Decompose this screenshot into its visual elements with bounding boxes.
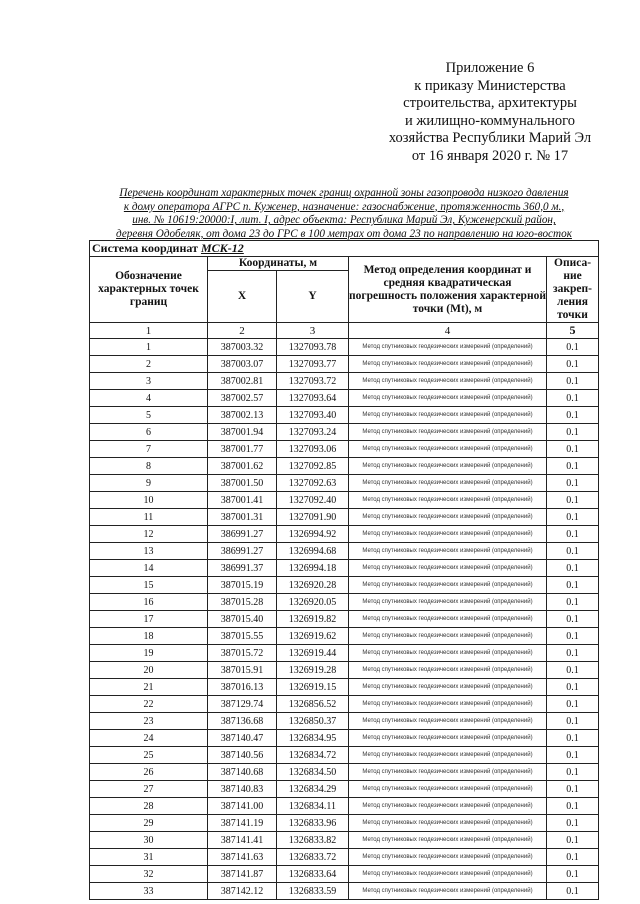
method-cell: Метод спутниковых геодезических измерений (определений) [349, 628, 547, 645]
point-number: 28 [90, 798, 208, 815]
accuracy-cell: 0.1 [547, 611, 599, 628]
table-row [90, 781, 599, 798]
title-line: к дому оператора АГРС п. Куженер, назначение: газоснабжение, протяженность 360,0 м., [123, 200, 565, 213]
y-coordinate: 1326833.59 [277, 883, 349, 900]
accuracy-cell: 0.1 [547, 492, 599, 509]
x-coordinate: 387001.41 [208, 492, 277, 509]
method-cell: Метод спутниковых геодезических измерений (определений) [349, 662, 547, 679]
method-cell: Метод спутниковых геодезических измерений (определений) [349, 441, 547, 458]
y-coordinate: 1326850.37 [277, 713, 349, 730]
table-row [90, 441, 599, 458]
x-coordinate: 387015.28 [208, 594, 277, 611]
method-cell: Метод спутниковых геодезических измерений (определений) [349, 492, 547, 509]
x-coordinate: 387001.77 [208, 441, 277, 458]
x-coordinate: 387140.56 [208, 747, 277, 764]
point-number: 20 [90, 662, 208, 679]
point-number: 16 [90, 594, 208, 611]
method-cell: Метод спутниковых геодезических измерений (определений) [349, 577, 547, 594]
x-coordinate: 387015.55 [208, 628, 277, 645]
point-number: 33 [90, 883, 208, 900]
accuracy-cell: 0.1 [547, 390, 599, 407]
method-cell: Метод спутниковых геодезических измерений (определений) [349, 339, 547, 356]
point-number: 26 [90, 764, 208, 781]
x-coordinate: 387015.91 [208, 662, 277, 679]
description-header: Описа-ние закреп-ления точки [547, 257, 599, 323]
method-cell: Метод спутниковых геодезических измерений (определений) [349, 611, 547, 628]
y-coordinate: 1326919.28 [277, 662, 349, 679]
column-number: 1 [90, 323, 208, 339]
point-number: 24 [90, 730, 208, 747]
y-coordinate: 1327092.40 [277, 492, 349, 509]
y-coordinate: 1327092.63 [277, 475, 349, 492]
accuracy-cell: 0.1 [547, 526, 599, 543]
table-title [90, 187, 598, 241]
point-number: 27 [90, 781, 208, 798]
coordinates-table [89, 240, 599, 900]
accuracy-cell: 0.1 [547, 815, 599, 832]
method-cell: Метод спутниковых геодезических измерений (определений) [349, 730, 547, 747]
designation-header: Обозначение характерных точек границ [90, 257, 208, 323]
y-coordinate: 1327093.06 [277, 441, 349, 458]
table-row [90, 509, 599, 526]
method-cell: Метод спутниковых геодезических измерений (определений) [349, 832, 547, 849]
method-cell: Метод спутниковых геодезических измерений (определений) [349, 373, 547, 390]
table-row [90, 628, 599, 645]
x-coordinate: 387015.72 [208, 645, 277, 662]
method-cell: Метод спутниковых геодезических измерений (определений) [349, 509, 547, 526]
point-number: 4 [90, 390, 208, 407]
method-cell: Метод спутниковых геодезических измерений (определений) [349, 798, 547, 815]
table-row [90, 356, 599, 373]
point-number: 6 [90, 424, 208, 441]
point-number: 30 [90, 832, 208, 849]
accuracy-cell: 0.1 [547, 594, 599, 611]
method-cell: Метод спутниковых геодезических измерений (определений) [349, 883, 547, 900]
point-number: 12 [90, 526, 208, 543]
x-coordinate: 387141.00 [208, 798, 277, 815]
point-number: 3 [90, 373, 208, 390]
method-cell: Метод спутниковых геодезических измерений (определений) [349, 696, 547, 713]
point-number: 10 [90, 492, 208, 509]
table-row [90, 577, 599, 594]
table-row [90, 611, 599, 628]
x-coordinate: 387141.19 [208, 815, 277, 832]
method-cell: Метод спутниковых геодезических измерений (определений) [349, 713, 547, 730]
table-row [90, 662, 599, 679]
x-coordinate: 387140.83 [208, 781, 277, 798]
y-coordinate: 1326994.68 [277, 543, 349, 560]
point-number: 22 [90, 696, 208, 713]
point-number: 21 [90, 679, 208, 696]
accuracy-cell: 0.1 [547, 475, 599, 492]
x-coordinate: 387001.31 [208, 509, 277, 526]
x-coordinate: 387142.12 [208, 883, 277, 900]
point-number: 15 [90, 577, 208, 594]
y-coordinate: 1326919.15 [277, 679, 349, 696]
coordinate-system-cell [90, 241, 599, 257]
y-coordinate: 1326994.92 [277, 526, 349, 543]
method-cell: Метод спутниковых геодезических измерений (определений) [349, 815, 547, 832]
y-coordinate: 1326833.72 [277, 849, 349, 866]
y-coordinate: 1326920.28 [277, 577, 349, 594]
table-row [90, 645, 599, 662]
y-coordinate: 1326834.11 [277, 798, 349, 815]
point-number: 32 [90, 866, 208, 883]
accuracy-cell: 0.1 [547, 713, 599, 730]
point-number: 7 [90, 441, 208, 458]
table-row [90, 390, 599, 407]
accuracy-cell: 0.1 [547, 509, 599, 526]
y-coordinate: 1327093.40 [277, 407, 349, 424]
appendix-header [380, 60, 600, 165]
x-coordinate: 387140.68 [208, 764, 277, 781]
method-cell: Метод спутниковых геодезических измерений (определений) [349, 407, 547, 424]
table-row [90, 526, 599, 543]
y-coordinate: 1327092.85 [277, 458, 349, 475]
method-header: Метод определения координат и средняя квадратическая погрешность положения характерной точки (Mt), м [349, 257, 547, 323]
table-row [90, 764, 599, 781]
y-coordinate: 1327093.24 [277, 424, 349, 441]
method-cell: Метод спутниковых геодезических измерений (определений) [349, 356, 547, 373]
accuracy-cell: 0.1 [547, 696, 599, 713]
accuracy-cell: 0.1 [547, 407, 599, 424]
x-coordinate: 387002.81 [208, 373, 277, 390]
accuracy-cell: 0.1 [547, 339, 599, 356]
x-coordinate: 386991.37 [208, 560, 277, 577]
table-row [90, 713, 599, 730]
y-coordinate: 1327091.90 [277, 509, 349, 526]
point-number: 25 [90, 747, 208, 764]
point-number: 23 [90, 713, 208, 730]
method-cell: Метод спутниковых геодезических измерений (определений) [349, 560, 547, 577]
column-number-row [90, 323, 599, 339]
x-coordinate: 386991.27 [208, 526, 277, 543]
table-row [90, 339, 599, 356]
method-cell: Метод спутниковых геодезических измерений (определений) [349, 849, 547, 866]
y-coordinate: 1326919.44 [277, 645, 349, 662]
point-number: 9 [90, 475, 208, 492]
accuracy-cell: 0.1 [547, 356, 599, 373]
table-row [90, 747, 599, 764]
accuracy-cell: 0.1 [547, 628, 599, 645]
title-line: деревня Одобеляк, от дома 23 до ГРС в 100 метрах от дома 23 по направлению на юго-восток [116, 227, 572, 240]
table-row [90, 492, 599, 509]
accuracy-cell: 0.1 [547, 645, 599, 662]
accuracy-cell: 0.1 [547, 866, 599, 883]
y-coordinate: 1326833.96 [277, 815, 349, 832]
point-number: 1 [90, 339, 208, 356]
title-line: инв. № 10619:20000:I, лит. I, адрес объекта: Республика Марий Эл, Куженерский район, [132, 214, 556, 227]
accuracy-cell: 0.1 [547, 560, 599, 577]
method-cell: Метод спутниковых геодезических измерений (определений) [349, 526, 547, 543]
y-coordinate: 1327093.77 [277, 356, 349, 373]
table-row [90, 849, 599, 866]
x-coordinate: 387016.13 [208, 679, 277, 696]
title-line: Перечень координат характерных точек границ охранной зоны газопровода низкого давления [119, 187, 569, 199]
header-line: и жилищно-коммунального [404, 112, 576, 129]
x-coordinate: 387129.74 [208, 696, 277, 713]
accuracy-cell: 0.1 [547, 883, 599, 900]
accuracy-cell: 0.1 [547, 730, 599, 747]
y-coordinate: 1326834.29 [277, 781, 349, 798]
x-coordinate: 387003.32 [208, 339, 277, 356]
y-coordinate: 1327093.72 [277, 373, 349, 390]
y-coordinate: 1326994.18 [277, 560, 349, 577]
point-number: 19 [90, 645, 208, 662]
y-coordinate: 1327093.64 [277, 390, 349, 407]
y-header: Y [277, 271, 349, 323]
table-row [90, 832, 599, 849]
point-number: 11 [90, 509, 208, 526]
y-coordinate: 1326833.64 [277, 866, 349, 883]
table-row [90, 815, 599, 832]
point-number: 13 [90, 543, 208, 560]
x-coordinate: 387001.50 [208, 475, 277, 492]
y-coordinate: 1326856.52 [277, 696, 349, 713]
header-line: хозяйства Республики Марий Эл [388, 130, 592, 146]
table-row [90, 866, 599, 883]
method-cell: Метод спутниковых геодезических измерений (определений) [349, 424, 547, 441]
column-number: 5 [547, 323, 599, 339]
header-line: Приложение 6 [445, 60, 535, 76]
coordinate-system-row [90, 241, 599, 257]
x-coordinate: 387140.47 [208, 730, 277, 747]
y-coordinate: 1327093.78 [277, 339, 349, 356]
table-row [90, 475, 599, 492]
y-coordinate: 1326920.05 [277, 594, 349, 611]
method-cell: Метод спутниковых геодезических измерений (определений) [349, 594, 547, 611]
accuracy-cell: 0.1 [547, 679, 599, 696]
method-cell: Метод спутниковых геодезических измерений (определений) [349, 390, 547, 407]
point-number: 5 [90, 407, 208, 424]
y-coordinate: 1326919.62 [277, 628, 349, 645]
table-row [90, 883, 599, 900]
y-coordinate: 1326834.50 [277, 764, 349, 781]
header-line: к приказу Министерства [414, 77, 566, 94]
x-coordinate: 387141.63 [208, 849, 277, 866]
table-row [90, 407, 599, 424]
x-coordinate: 387001.62 [208, 458, 277, 475]
point-number: 14 [90, 560, 208, 577]
accuracy-cell: 0.1 [547, 373, 599, 390]
point-number: 29 [90, 815, 208, 832]
y-coordinate: 1326834.95 [277, 730, 349, 747]
y-coordinate: 1326919.82 [277, 611, 349, 628]
method-cell: Метод спутниковых геодезических измерений (определений) [349, 645, 547, 662]
table-row [90, 679, 599, 696]
method-cell: Метод спутниковых геодезических измерений (определений) [349, 747, 547, 764]
table-row [90, 424, 599, 441]
accuracy-cell: 0.1 [547, 543, 599, 560]
coordinate-system-label: Система координат [92, 241, 198, 255]
accuracy-cell: 0.1 [547, 764, 599, 781]
accuracy-cell: 0.1 [547, 849, 599, 866]
x-coordinate: 387136.68 [208, 713, 277, 730]
table-row [90, 373, 599, 390]
header-line: строительства, архитектуры [403, 95, 577, 111]
x-coordinate: 387015.40 [208, 611, 277, 628]
table-row [90, 458, 599, 475]
coordinates-header: Координаты, м [208, 257, 349, 271]
method-cell: Метод спутниковых геодезических измерений (определений) [349, 764, 547, 781]
header-row [90, 257, 599, 271]
y-coordinate: 1326834.72 [277, 747, 349, 764]
method-cell: Метод спутниковых геодезических измерений (определений) [349, 781, 547, 798]
accuracy-cell: 0.1 [547, 662, 599, 679]
column-number: 3 [277, 323, 349, 339]
accuracy-cell: 0.1 [547, 458, 599, 475]
x-coordinate: 387141.87 [208, 866, 277, 883]
table-row [90, 594, 599, 611]
coordinate-system-name: МСК-12 [200, 241, 244, 255]
header-line: от 16 января 2020 г. № 17 [411, 147, 569, 164]
x-coordinate: 387003.07 [208, 356, 277, 373]
method-cell: Метод спутниковых геодезических измерений (определений) [349, 458, 547, 475]
x-coordinate: 387001.94 [208, 424, 277, 441]
table-row [90, 730, 599, 747]
column-number: 2 [208, 323, 277, 339]
accuracy-cell: 0.1 [547, 832, 599, 849]
x-coordinate: 387141.41 [208, 832, 277, 849]
column-number: 4 [349, 323, 547, 339]
x-coordinate: 386991.27 [208, 543, 277, 560]
method-cell: Метод спутниковых геодезических измерений (определений) [349, 679, 547, 696]
x-coordinate: 387002.57 [208, 390, 277, 407]
x-header: X [208, 271, 277, 323]
accuracy-cell: 0.1 [547, 441, 599, 458]
point-number: 18 [90, 628, 208, 645]
x-coordinate: 387002.13 [208, 407, 277, 424]
x-coordinate: 387015.19 [208, 577, 277, 594]
coordinates-table-wrap [89, 240, 598, 900]
method-cell: Метод спутниковых геодезических измерений (определений) [349, 866, 547, 883]
y-coordinate: 1326833.82 [277, 832, 349, 849]
accuracy-cell: 0.1 [547, 781, 599, 798]
point-number: 31 [90, 849, 208, 866]
accuracy-cell: 0.1 [547, 424, 599, 441]
point-number: 2 [90, 356, 208, 373]
point-number: 17 [90, 611, 208, 628]
accuracy-cell: 0.1 [547, 747, 599, 764]
table-row [90, 696, 599, 713]
method-cell: Метод спутниковых геодезических измерений (определений) [349, 475, 547, 492]
method-cell: Метод спутниковых геодезических измерений (определений) [349, 543, 547, 560]
point-number: 8 [90, 458, 208, 475]
accuracy-cell: 0.1 [547, 798, 599, 815]
table-row [90, 543, 599, 560]
accuracy-cell: 0.1 [547, 577, 599, 594]
table-row [90, 798, 599, 815]
table-row [90, 560, 599, 577]
